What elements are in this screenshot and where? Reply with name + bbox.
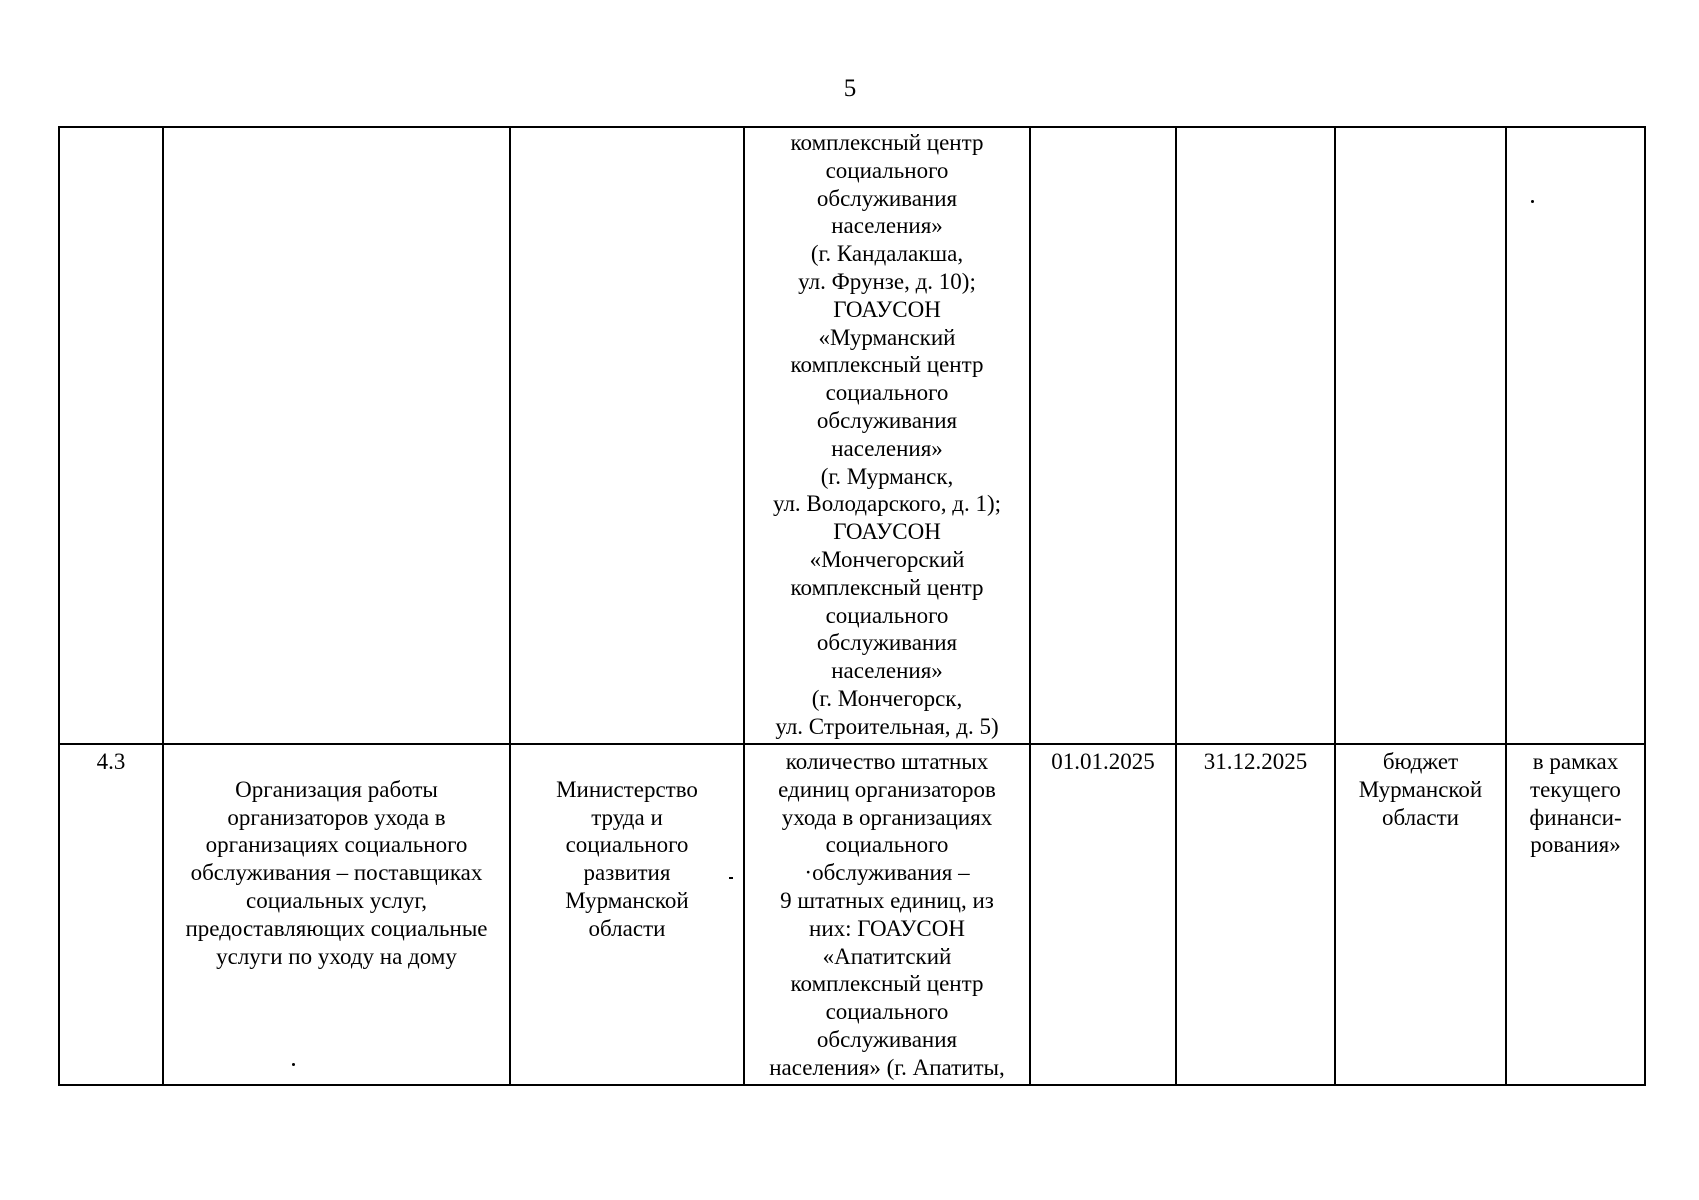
- cell-funding-volume: в рамках текущего финанси- рования»: [1506, 744, 1645, 1085]
- cell-funding-volume: [1506, 127, 1645, 744]
- scan-speck: [1531, 200, 1534, 203]
- cell-executor: Министерство труда и социального развития Мурманской области: [510, 744, 744, 1085]
- cell-start-date: [1030, 127, 1176, 744]
- measures-table: [58, 126, 1646, 1086]
- cell-activity: [163, 127, 510, 744]
- cell-executor: [510, 127, 744, 744]
- cell-end-date: [1176, 127, 1335, 744]
- cell-funding-source: бюджет Мурманской области: [1335, 744, 1506, 1085]
- cell-result: количество штатных единиц организаторов ухода в организациях социального ·обслуживания – 9 штатных единиц, из них: ГОАУСОН «Апатитский комплексный центр социального обслуживания населения» (г. Апатиты,: [744, 744, 1030, 1085]
- table-row-4-3: [59, 744, 1645, 1085]
- cell-funding-source: [1335, 127, 1506, 744]
- cell-number: [59, 127, 163, 744]
- table-row-continuation: [59, 127, 1645, 744]
- cell-activity: Организация работы организаторов ухода в организациях социального обслуживания – поставщиках социальных услуг, предоставляющих социальные услуги по уходу на дому: [163, 744, 510, 1085]
- scan-speck: [292, 1063, 295, 1066]
- cell-result: комплексный центр социального обслуживания населения» (г. Кандалакша, ул. Фрунзе, д. 10); ГОАУСОН «Мурманский комплексный центр социального обслуживания населения» (г. Мурманск, ул. Володарского, д. 1); ГОАУСОН «Мончегорский комплексный центр социального обслуживания населения» (г. Мончегорск, ул. Строительная, д. 5): [744, 127, 1030, 744]
- page-number: 5: [843, 75, 857, 102]
- cell-number: 4.3: [59, 744, 163, 1085]
- scan-speck: [729, 877, 733, 879]
- cell-start-date: 01.01.2025: [1030, 744, 1176, 1085]
- cell-end-date: 31.12.2025: [1176, 744, 1335, 1085]
